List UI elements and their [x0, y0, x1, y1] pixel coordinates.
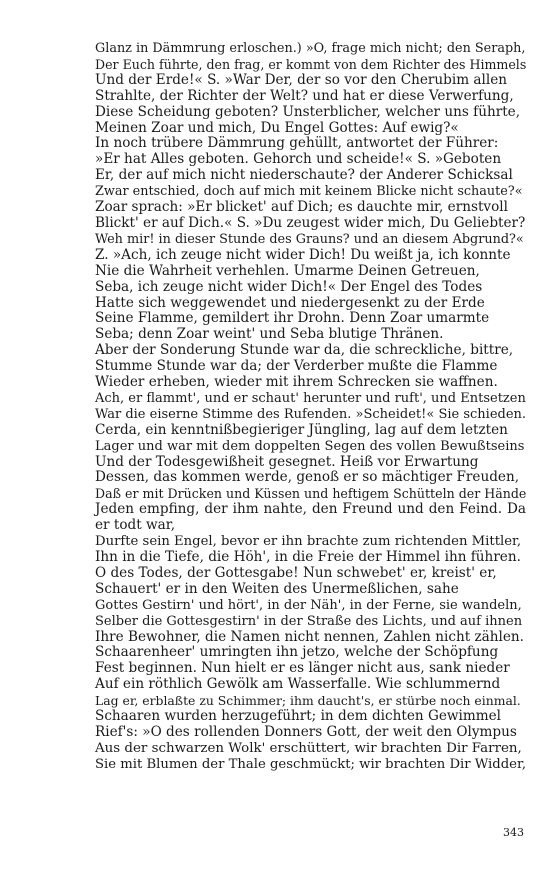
text-line: Gottes Gestirn' und hört', in der Näh', in der Ferne, sie wandeln, — [95, 597, 522, 613]
text-line: Aus der schwarzen Wolk' erschüttert, wir brachten Dir Farren, — [95, 740, 522, 756]
text-line: Dessen, das kommen werde, genoß er so mächtiger Freuden, — [95, 469, 520, 486]
text-line: Ach, er flammt', und er schaut' herunter und ruft', und Entsetzen — [95, 390, 526, 406]
text-line: Diese Scheidung geboten? Unsterblicher, welcher uns führte, — [95, 103, 521, 120]
text-line: »Er hat Alles geboten. Gehorch und scheide!« S. »Geboten — [95, 151, 502, 168]
text-line: O des Todes, der Gottesgabe! Nun schwebet' er, kreist' er, — [95, 564, 497, 581]
text-line: Stumme Stunde war da; der Verderber mußte die Flamme — [95, 358, 498, 375]
verse-text-block — [95, 41, 526, 773]
text-line: Ihn in die Tiefe, die Höh', in die Freie der Himmel ihn führen. — [95, 549, 521, 565]
text-line: Lag er, erblaßte zu Schimmer; ihm daucht's, er stürbe noch einmal. — [95, 693, 521, 709]
text-line: Z. »Ach, ich zeuge nicht wider Dich! Du weißt ja, ich konnte — [95, 246, 511, 263]
text-line: Sie mit Blumen der Thale geschmückt; wir brachten Dir Widder, — [95, 756, 527, 772]
text-line: Schaaren wurden herzugeführt; in dem dichten Gewimmel — [95, 708, 502, 725]
text-line: Schauert' er in den Weiten des Unermeßlichen, sahe — [95, 580, 459, 597]
text-line: Blickt' er auf Dich.« S. »Du zeugest wider mich, Du Geliebter? — [95, 214, 526, 231]
text-line: Seine Flamme, gemildert ihr Drohn. Denn Zoar umarmte — [95, 310, 490, 327]
text-line: Seba; denn Zoar weint' und Seba blutige Thränen. — [95, 326, 444, 343]
text-line: Und der Todesgewißheit gesegnet. Heiß vor Erwartung — [95, 453, 479, 470]
text-line: Cerda, ein kenntnißbegieriger Jüngling, lag auf dem letzten — [95, 421, 508, 438]
text-line: Weh mir! in dieser Stunde des Grauns? und an diesem Abgrund?« — [95, 231, 524, 247]
text-line: Zwar entschied, doch auf mich mit keinem Blicke nicht schaute?« — [95, 184, 523, 200]
text-line: Wieder erheben, wieder mit ihrem Schrecken sie waffnen. — [95, 374, 498, 391]
page-number: 343 — [503, 826, 524, 839]
text-line: Durfte sein Engel, bevor er ihn brachte zum richtenden Mittler, — [95, 534, 522, 550]
text-line: Aber der Sonderung Stunde war da, die schreckliche, bittre, — [95, 342, 514, 359]
text-line: Und der Erde!« S. »War Der, der so vor den Cherubim allen — [95, 71, 508, 88]
text-line: Er, der auf mich nicht niederschaute? der Anderer Schicksal — [95, 167, 513, 184]
text-line: Strahlte, der Richter der Welt? und hat er diese Verwerfung, — [95, 87, 514, 104]
text-line: In noch trübere Dämmrung gehüllt, antwortet der Führer: — [95, 135, 499, 152]
text-line: Auf ein röthlich Gewölk am Wasserfalle. Wie schlummernd — [95, 676, 501, 693]
text-line: Ihre Bewohner, die Namen nicht nennen, Zahlen nicht zählen. — [95, 628, 524, 645]
text-line: Jeden empfing, der ihm nahte, den Freund und den Feind. Da er todt war, — [95, 501, 526, 534]
text-line: War die eiserne Stimme des Rufenden. »Scheidet!« Sie schieden. — [95, 406, 527, 422]
text-line: Schaarenheer' umringten ihn jetzo, welche der Schöpfung — [95, 644, 499, 661]
text-line: Nie die Wahrheit verhehlen. Umarme Deinen Getreuen, — [95, 262, 480, 279]
text-line: Der Euch führte, den frag, er kommt von dem Richter des Himmels — [95, 56, 527, 72]
text-line: Lager und war mit dem doppelten Segen des vollen Bewußtseins — [95, 438, 525, 454]
text-line: Zoar sprach: »Er blicket' auf Dich; es dauchte mir, ernstvoll — [95, 199, 508, 216]
text-line: Rief's: »O des rollenden Donners Gott, der weit den Olympus — [95, 723, 517, 740]
text-line: Selber die Gottesgestirn' in der Straße des Lichts, und auf ihnen — [95, 613, 523, 629]
text-line: Glanz in Dämmrung erloschen.) »O, frage mich nicht; den Seraph, — [95, 41, 526, 56]
text-line: Hatte sich weggewendet und niedergesenkt zu der Erde — [95, 294, 485, 311]
text-line: Daß er mit Drücken und Küssen und heftigem Schütteln der Hände — [95, 486, 527, 502]
text-line: Seba, ich zeuge nicht wider Dich!« Der Engel des Todes — [95, 278, 483, 295]
text-line: Meinen Zoar und mich, Du Engel Gottes: Auf ewig?« — [95, 119, 459, 136]
text-line: Fest beginnen. Nun hielt er es länger nicht aus, sank nieder — [95, 660, 510, 677]
